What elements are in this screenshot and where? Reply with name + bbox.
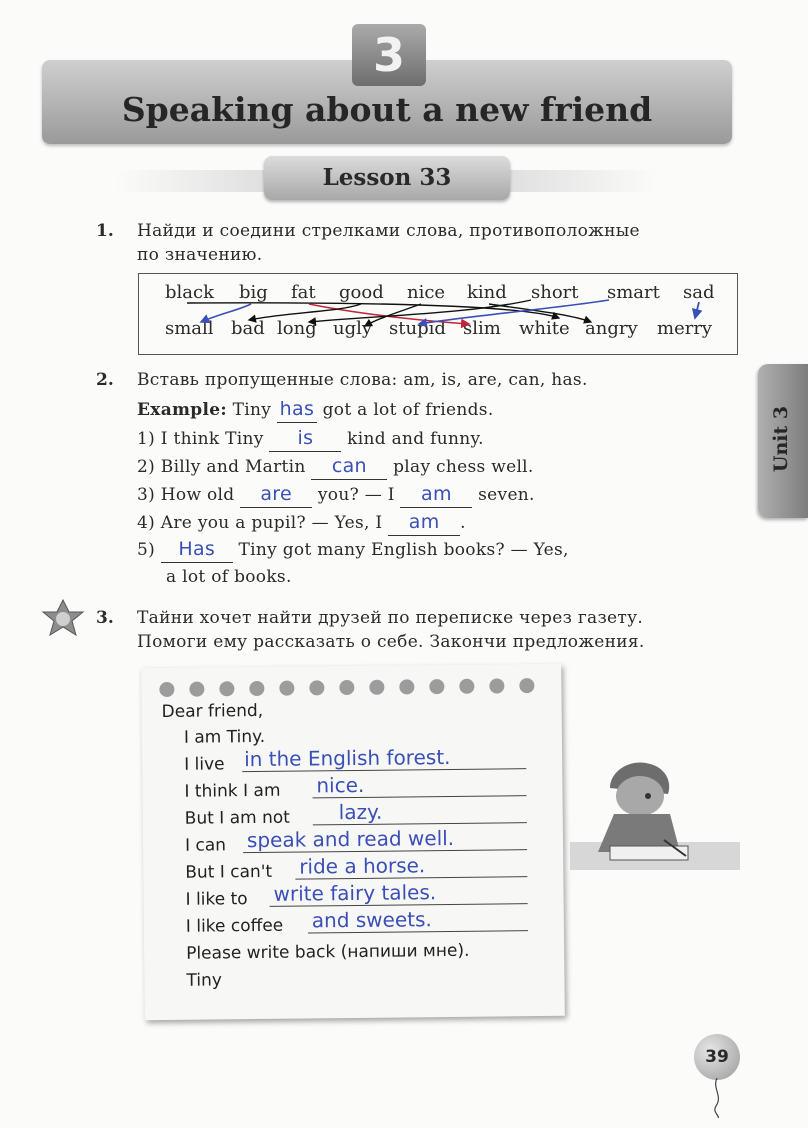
word-bottom: small [165,318,214,339]
word-top: big [239,282,268,303]
exercise-2-item-3: 3) How old are you? — I am seven. [137,482,535,508]
unit-number: 3 [352,24,426,86]
letter-answer: and sweets. [311,907,432,933]
word-top: fat [291,282,316,303]
exercise-2-item-1: 1) I think Tiny is kind and funny. [137,426,484,452]
unit-side-tab [758,364,808,518]
arrow-sad-merry [695,302,699,318]
word-top: black [165,282,214,303]
letter-answer: write fairy tales. [273,880,437,906]
exercise-2-item-5: 5) Has Tiny got many English books? — Yes, [137,537,569,563]
blank: can [311,454,387,480]
letter-label: But I am not [184,807,291,829]
blank: Has [161,537,233,563]
exercise-1-instruction-line2: по значению. [137,245,263,265]
word-top: kind [467,282,507,303]
letter-label: I live [184,754,225,775]
exercise-3-number: 3. [96,608,114,628]
exercise-2-item-5-line2: a lot of books. [166,567,292,587]
word-top: sad [683,282,715,303]
letter-greeting: Dear friend, [161,700,264,722]
exercise-1-number: 1. [96,221,114,241]
star-badge-icon [40,598,86,638]
letter-signature: Tiny [186,970,222,991]
example-label: Example: [137,400,227,420]
letter-label: But I can't [185,861,273,883]
tiny-character-illustration [570,722,740,882]
letter-answer: speak and read well. [246,825,455,853]
blank: is [269,426,341,452]
word-bottom: stupid [389,318,446,339]
exercise-2-item-2: 2) Billy and Martin can play chess well. [137,454,534,480]
arrow-good-bad [249,304,361,320]
word-bottom: merry [657,318,713,339]
blank: are [240,482,312,508]
letter-label: I think I am [184,780,281,802]
page-number: 39 [694,1034,740,1080]
arrow-big-small [201,304,251,322]
letter-answer: ride a horse. [299,853,426,879]
word-bottom: ugly [333,318,373,339]
letter-answer: lazy. [338,799,383,825]
letter-answer: nice. [316,772,365,798]
word-bottom: white [519,318,570,339]
answer-has: has [279,398,315,420]
letter-label: I like coffee [185,915,284,937]
blank: am [388,510,460,536]
unit-title: Speaking about a new friend [121,90,653,129]
blank: am [400,482,472,508]
letter-line-1: I am Tiny. [183,726,266,748]
word-matching-box [138,273,738,355]
letter-label: I can [184,835,227,856]
balloon-string [708,1078,728,1118]
exercise-2-item-4: 4) Are you a pupil? — Yes, I am . [137,510,466,536]
word-bottom: slim [463,318,501,339]
word-top: smart [607,282,660,303]
exercise-2-instruction: Вставь пропущенные слова: am, is, are, can, has. [137,370,588,390]
example-blank [277,397,317,423]
letter-closing: Please write back (напиши мне). [186,940,470,964]
word-top: short [531,282,579,303]
letter-label: I like to [185,889,248,910]
letter-answer: in the English forest. [244,744,451,772]
exercise-1-instruction-line1: Найди и соедини стрелками слова, противоположные [137,221,640,241]
word-bottom: bad [231,318,265,339]
word-top: good [339,282,384,303]
exercise-3-instruction-line2: Помоги ему рассказать о себе. Закончи предложения. [137,632,645,652]
letter-note [141,664,565,1020]
example-line: Example: Tiny has got a lot of friends. [137,397,494,423]
matching-arrows [139,274,737,354]
exercise-3-instruction-line1: Тайни хочет найти друзей по переписке через газету. [137,608,644,628]
lesson-title: Lesson 33 [264,156,510,200]
side-tab-label: Unit 3 [770,405,792,473]
word-bottom: angry [585,318,638,339]
word-top: nice [407,282,446,303]
word-bottom: long [277,318,317,339]
exercise-2-number: 2. [96,370,114,390]
